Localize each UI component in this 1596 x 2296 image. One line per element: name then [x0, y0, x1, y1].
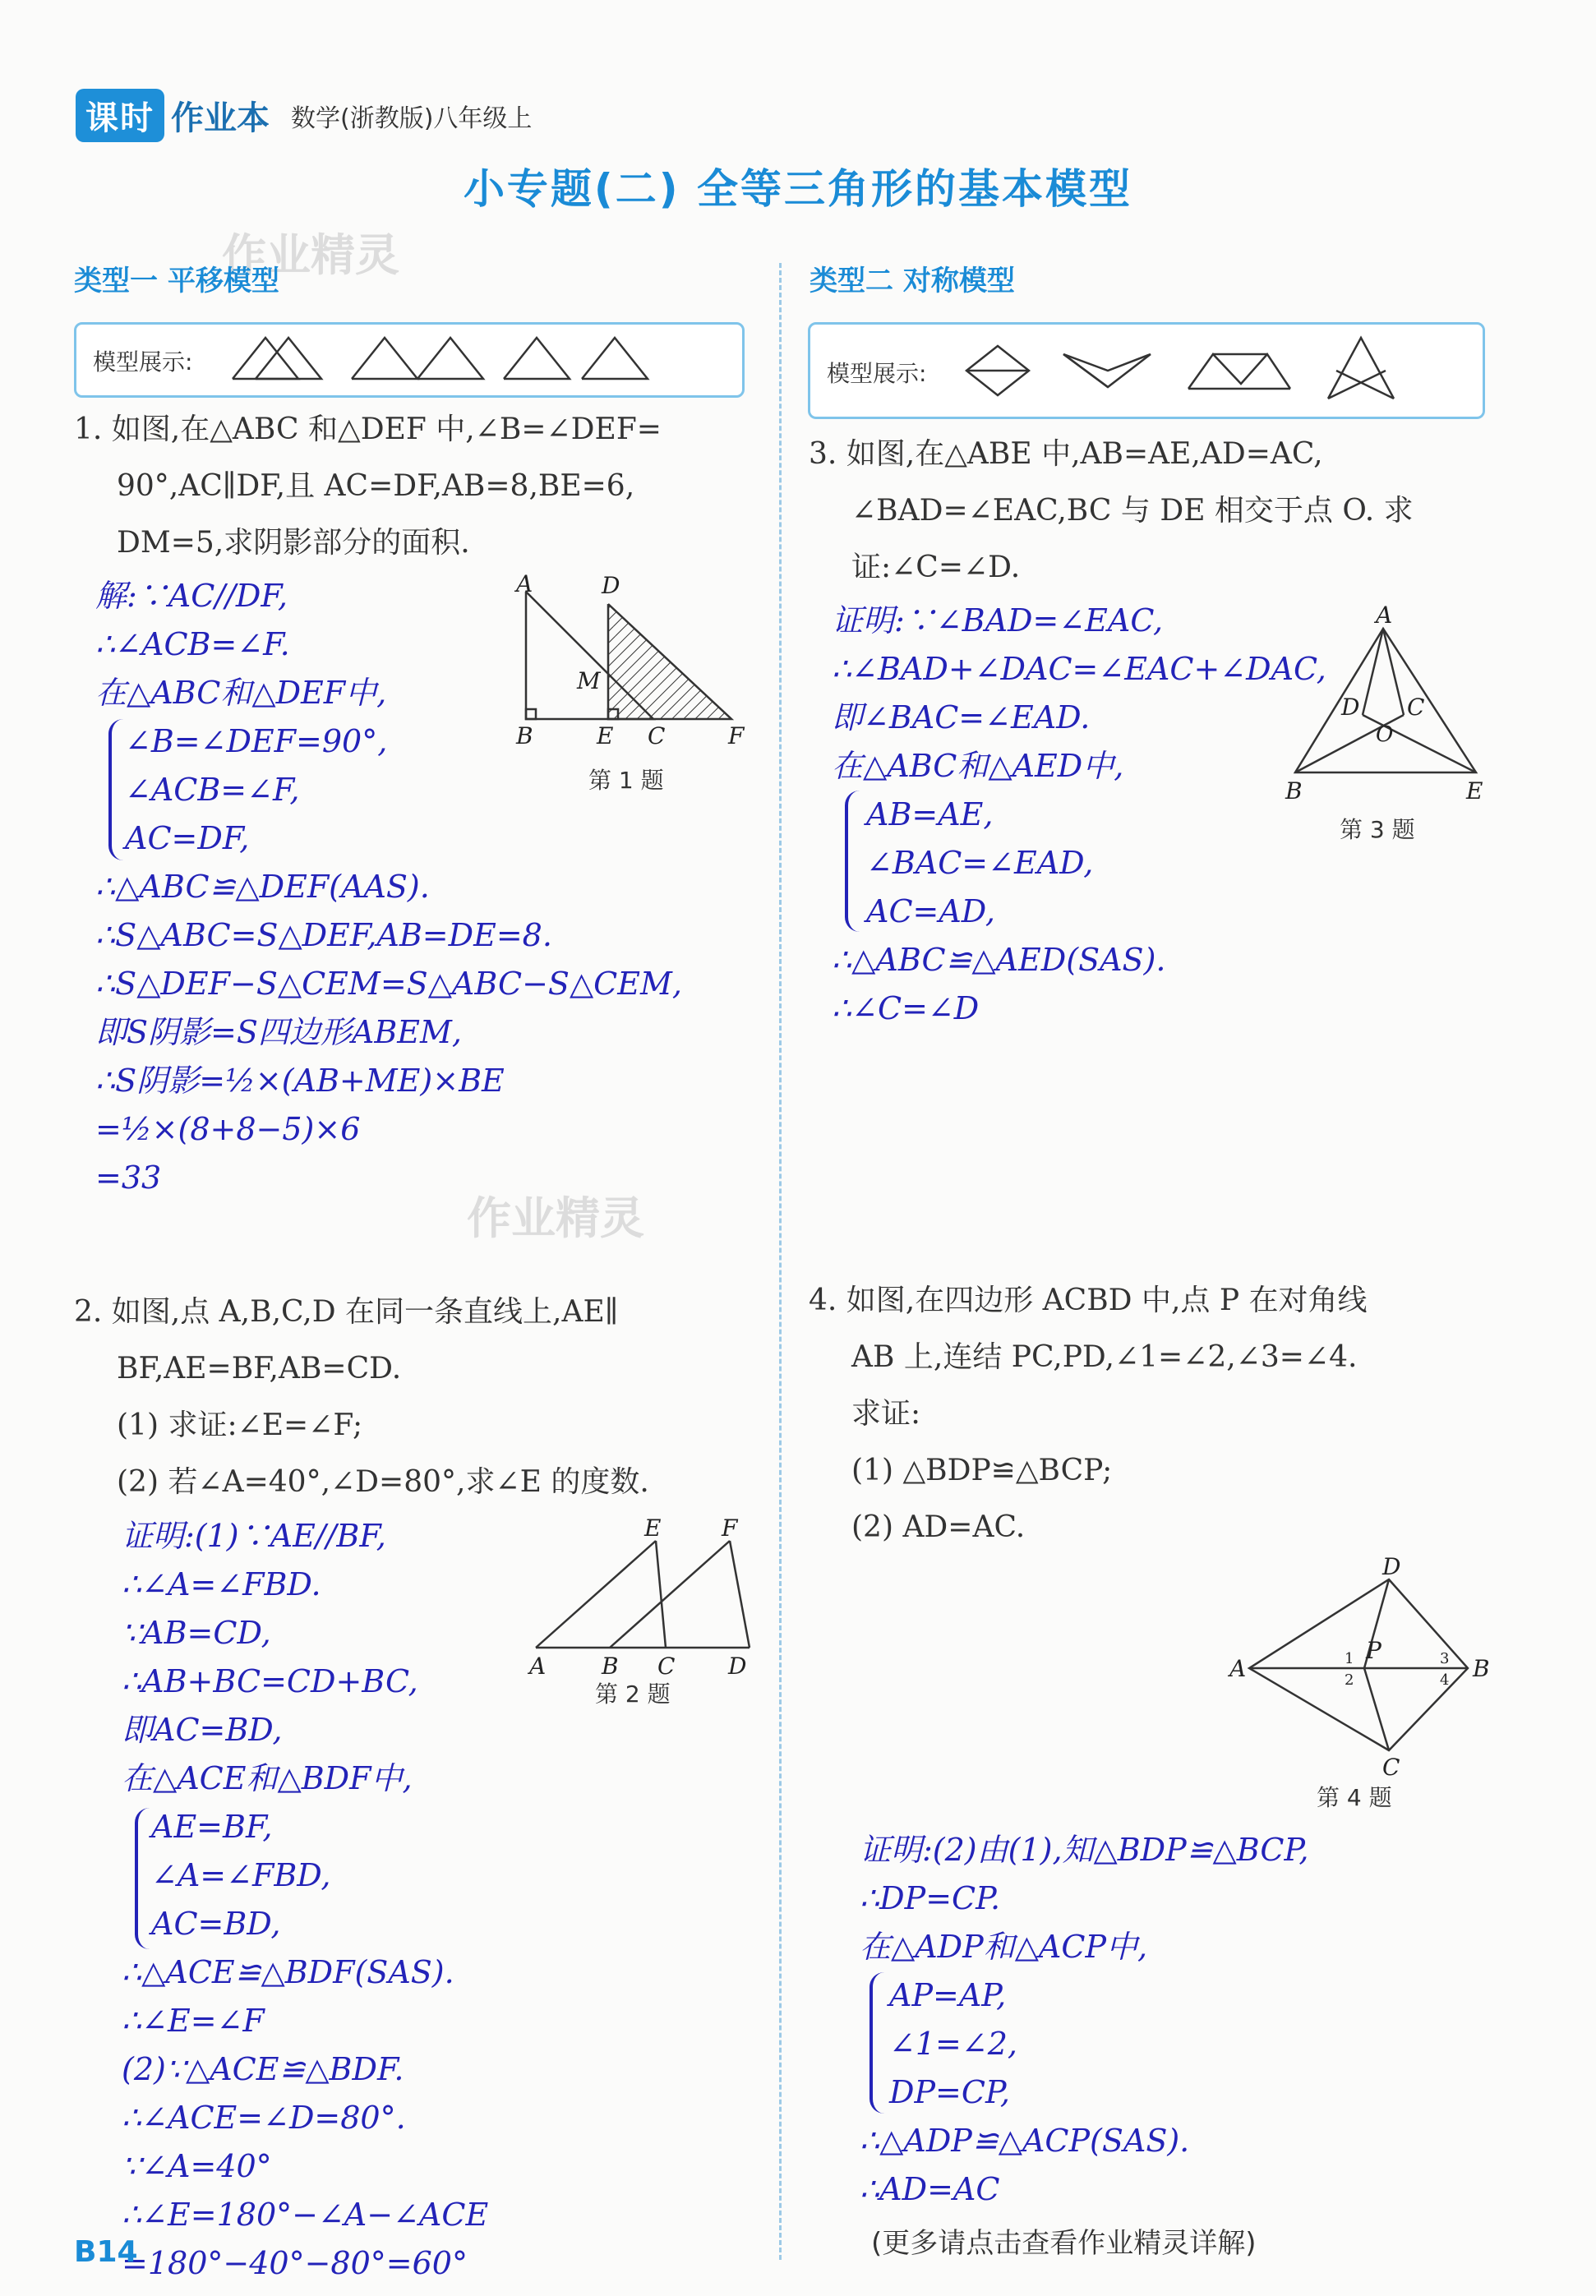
- problem-line: DM=5,求阴影部分的面积.: [117, 526, 470, 560]
- figure-3: [1272, 600, 1494, 805]
- svg-text:C: C: [657, 1653, 676, 1680]
- solution-line: =180°−40°−80°=60°: [122, 2245, 468, 2281]
- solution-line: ∴∠E=180°−∠A−∠ACE: [122, 2197, 489, 2233]
- figure-1: [501, 570, 756, 764]
- problem-2-text: [74, 1284, 649, 1510]
- problem-line: 1. 如图,在△ABC 和△DEF 中,∠B=∠DEF=: [74, 413, 662, 446]
- solution-line: ∴S△ABC=S△DEF,AB=DE=8.: [95, 917, 552, 953]
- solution-line: ∴∠C=∠D: [832, 990, 980, 1026]
- svg-text:E: E: [1466, 777, 1483, 805]
- solution-line: DP=CP,: [889, 2074, 1010, 2110]
- solution-line: AB=AE,: [866, 796, 994, 832]
- figure-2-caption: 第 2 题: [595, 1681, 671, 1708]
- solution-line: ∴∠BAD+∠DAC=∠EAC+∠DAC,: [832, 651, 1326, 687]
- solution-line: 证明:∵∠BAD=∠EAC,: [832, 602, 1164, 639]
- solution-line: ∴AD=AC: [860, 2171, 1000, 2207]
- problem-3-text: [809, 426, 1414, 596]
- solution-line: 证明:(1)∵AE//BF,: [122, 1518, 386, 1554]
- solution-line: =½×(8+8−5)×6: [95, 1111, 361, 1147]
- solution-line: 即S阴影=S四边形ABEM,: [95, 1014, 462, 1050]
- solution-line: AC=AD,: [866, 893, 995, 929]
- solution-line: ∴DP=CP.: [860, 1880, 1001, 1916]
- svg-text:E: E: [597, 722, 614, 749]
- page-number: B14: [74, 2235, 138, 2269]
- svg-text:D: D: [728, 1653, 747, 1680]
- brand-name: 作业本: [171, 99, 270, 137]
- solution-line: ∠B=∠DEF=90°,: [125, 723, 388, 759]
- solution-line: 即∠BAC=∠EAD.: [832, 699, 1091, 735]
- symmetry-model-figures: [810, 325, 1483, 417]
- solution-line: ∵∠A=40°: [122, 2148, 272, 2184]
- solution-line: 在△ABC和△DEF中,: [95, 675, 387, 711]
- solution-line: 证明:(2)由(1),知△BDP≌△BCP,: [860, 1832, 1309, 1868]
- model-box-symmetry: [808, 322, 1485, 419]
- solution-line: 在△ABC和△AED中,: [832, 748, 1124, 784]
- solution-line: AE=BF,: [151, 1809, 273, 1845]
- svg-text:C: C: [1382, 1754, 1400, 1781]
- solution-line: ∵AB=CD,: [122, 1615, 271, 1651]
- solution-line: ∠BAC=∠EAD,: [866, 845, 1094, 881]
- problem-line: (2) AD=AC.: [851, 1510, 1026, 1544]
- solution-line: ∴△ABC≌△AED(SAS).: [832, 942, 1166, 978]
- solution-line: 在△ADP和△ACP中,: [860, 1929, 1148, 1965]
- section-heading-translation: 类型一 平移模型: [74, 265, 279, 297]
- page-title: 小专题(二) 全等三角形的基本模型: [463, 165, 1133, 213]
- solution-line: 在△ACE和△BDF中,: [122, 1760, 413, 1796]
- system-brace: [135, 1808, 150, 1949]
- solution-line: 解:∵AC//DF,: [95, 578, 288, 614]
- solution-line: ∴∠E=∠F: [122, 2003, 265, 2039]
- svg-text:C: C: [1407, 694, 1425, 721]
- solution-line: ∴∠ACB=∠F.: [95, 626, 290, 662]
- problem-line: ∠BAD=∠EAC,BC 与 DE 相交于点 O. 求: [851, 494, 1414, 528]
- svg-text:E: E: [644, 1515, 662, 1542]
- svg-text:C: C: [648, 722, 666, 749]
- solution-line: AC=BD,: [151, 1906, 281, 1942]
- solution-line: ∴△ABC≌△DEF(AAS).: [95, 869, 430, 905]
- solution-line: AP=AP,: [889, 1977, 1007, 2013]
- solution-line: (2)∵△ACE≌△BDF.: [122, 2051, 404, 2087]
- problem-line: (1) 求证:∠E=∠F;: [117, 1408, 363, 1442]
- svg-text:B: B: [516, 722, 533, 749]
- translation-model-figures: [76, 325, 742, 395]
- brand-logo-box: 课时: [76, 89, 164, 142]
- solution-line: ∴S阴影=½×(AB+ME)×BE: [95, 1063, 505, 1099]
- solution-line: ∴∠A=∠FBD.: [122, 1566, 321, 1602]
- svg-text:O: O: [1376, 722, 1394, 747]
- problem-4-text: [809, 1272, 1368, 1556]
- system-brace: [845, 791, 860, 932]
- system-brace: [108, 719, 123, 860]
- svg-text:4: 4: [1440, 1671, 1450, 1689]
- header-brand: [76, 89, 532, 142]
- problem-line: (2) 若∠A=40°,∠D=80°,求∠E 的度数.: [117, 1465, 649, 1499]
- solution-line: ∴AB+BC=CD+BC,: [122, 1663, 418, 1699]
- svg-text:1: 1: [1345, 1650, 1354, 1667]
- problem-4-solution: [860, 1826, 1308, 2214]
- figure-1-caption: 第 1 题: [588, 767, 664, 794]
- svg-text:B: B: [1285, 777, 1303, 805]
- solution-line: ∠ACB=∠F,: [125, 772, 300, 808]
- solution-line: AC=DF,: [125, 820, 250, 856]
- svg-text:D: D: [1382, 1553, 1401, 1580]
- svg-text:D: D: [602, 572, 620, 599]
- model-label: 模型展示:: [93, 348, 193, 376]
- figure-4-caption: 第 4 题: [1317, 1784, 1392, 1811]
- model-box-translation: [74, 322, 745, 398]
- svg-text:2: 2: [1345, 1671, 1354, 1689]
- svg-text:D: D: [1341, 694, 1360, 721]
- svg-text:B: B: [602, 1653, 619, 1680]
- solution-line: =33: [95, 1160, 162, 1196]
- svg-text:A: A: [1229, 1655, 1247, 1682]
- problem-2-solution: [122, 1512, 488, 2288]
- solution-line: 即AC=BD,: [122, 1712, 283, 1748]
- problem-line: BF,AE=BF,AB=CD.: [117, 1352, 402, 1385]
- solution-line: ∴△ACE≌△BDF(SAS).: [122, 1954, 454, 1990]
- svg-text:F: F: [722, 1515, 738, 1542]
- svg-text:M: M: [577, 667, 601, 694]
- more-details-link[interactable]: (更多请点击查看作业精灵详解): [871, 2227, 1257, 2260]
- solution-line: ∠1=∠2,: [889, 2026, 1017, 2062]
- watermark: 作业精灵: [222, 229, 399, 281]
- problem-line: 3. 如图,在△ABE 中,AB=AE,AD=AC,: [809, 437, 1323, 471]
- solution-line: ∴S△DEF−S△CEM=S△ABC−S△CEM,: [95, 966, 682, 1002]
- subject-label: 数学(浙教版)八年级上: [291, 104, 533, 133]
- solution-line: ∴∠ACE=∠D=80°.: [122, 2100, 406, 2136]
- figure-3-caption: 第 3 题: [1340, 816, 1415, 843]
- solution-line: ∴△ADP≌△ACP(SAS).: [860, 2123, 1190, 2159]
- figure-4: [1225, 1553, 1496, 1781]
- column-divider: [779, 263, 782, 2260]
- watermark: 作业精灵: [467, 1192, 644, 1244]
- figure-2: [526, 1516, 773, 1681]
- problem-line: 证:∠C=∠D.: [851, 551, 1021, 584]
- problem-line: 4. 如图,在四边形 ACBD 中,点 P 在对角线: [809, 1284, 1368, 1317]
- problem-line: 90°,AC∥DF,且 AC=DF,AB=8,BE=6,: [117, 469, 635, 503]
- problem-line: AB 上,连结 PC,PD,∠1=∠2,∠3=∠4.: [851, 1340, 1358, 1374]
- model-label: 模型展示:: [827, 360, 927, 387]
- svg-text:P: P: [1366, 1637, 1382, 1664]
- svg-text:A: A: [529, 1653, 547, 1680]
- svg-text:F: F: [728, 722, 745, 749]
- problem-3-solution: [832, 597, 1326, 1033]
- svg-text:3: 3: [1440, 1650, 1450, 1667]
- svg-text:A: A: [516, 570, 533, 597]
- system-brace: [869, 1972, 884, 2114]
- problem-line: (1) △BDP≌△BCP;: [851, 1454, 1113, 1487]
- section-heading-symmetry: 类型二 对称模型: [810, 265, 1015, 297]
- svg-text:A: A: [1376, 602, 1393, 629]
- problem-1-text: [74, 401, 662, 571]
- svg-text:B: B: [1473, 1655, 1490, 1682]
- solution-line: ∠A=∠FBD,: [151, 1857, 331, 1893]
- problem-line: 2. 如图,点 A,B,C,D 在同一条直线上,AE∥: [74, 1295, 619, 1329]
- problem-line: 求证:: [851, 1397, 921, 1431]
